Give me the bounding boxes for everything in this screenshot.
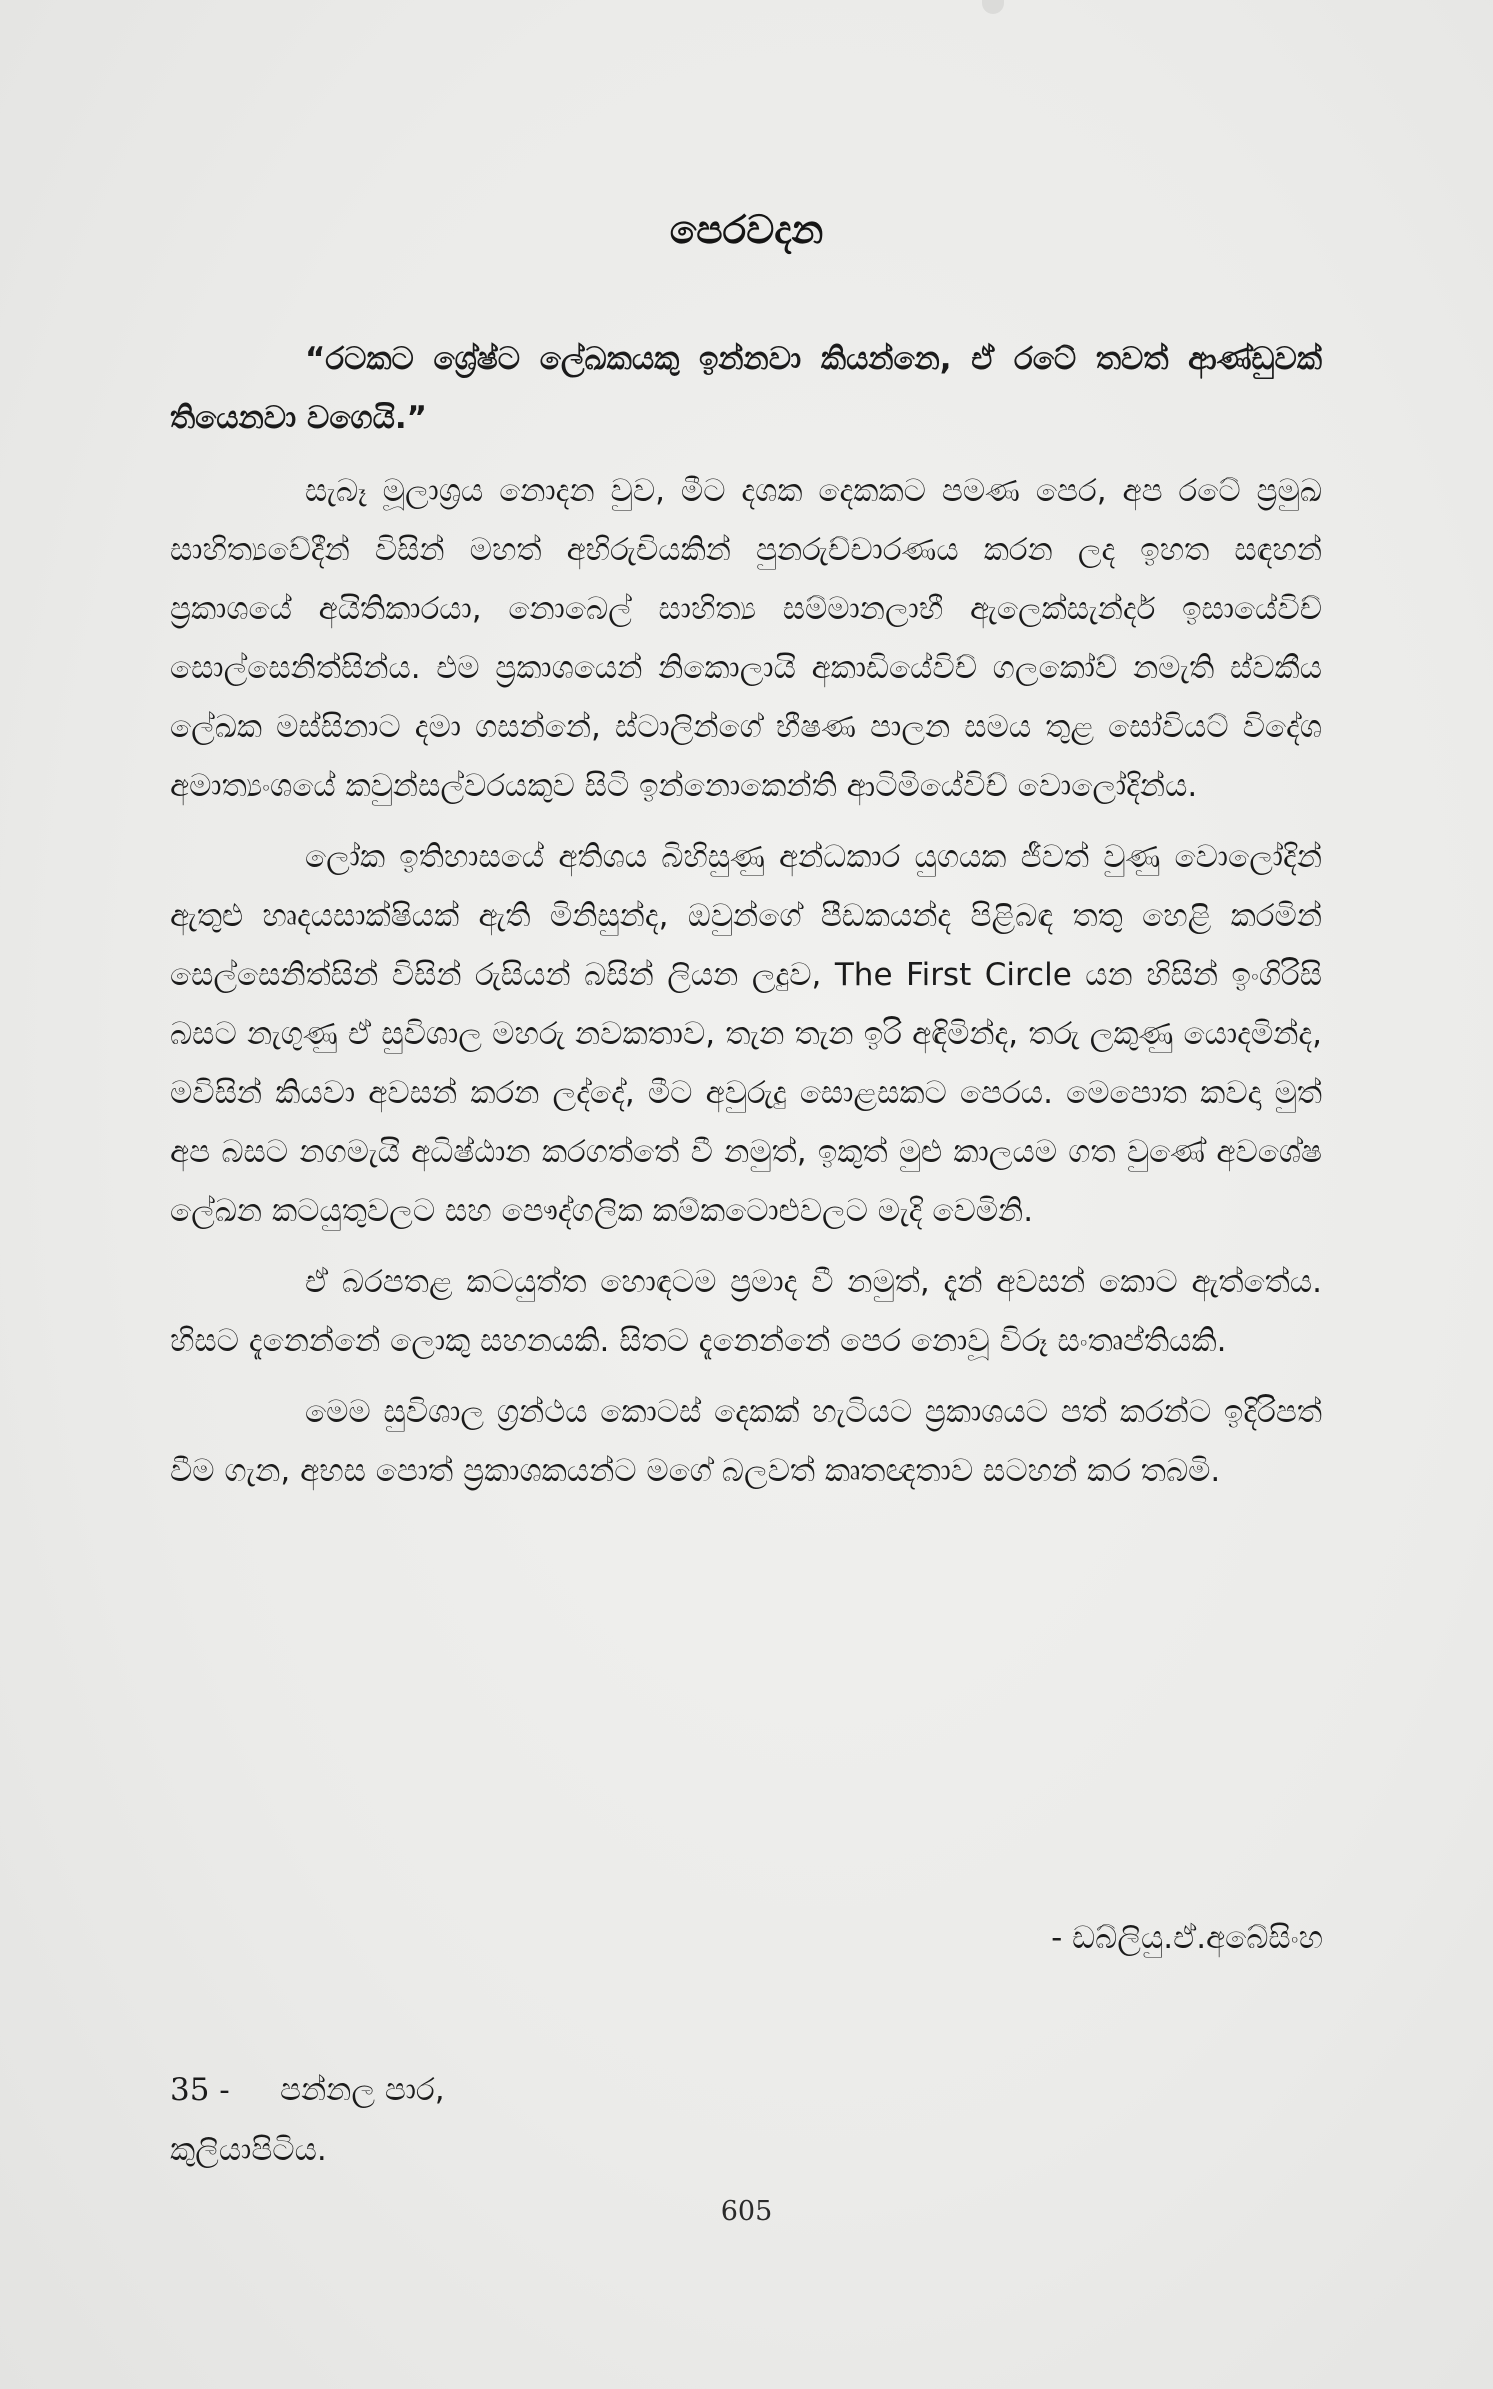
page-number: 605 (720, 2196, 773, 2227)
body-text (170, 330, 1322, 1501)
address-street: පන්නල පාර, (280, 2072, 445, 2108)
bleed-through-header (0, 142, 1493, 166)
paragraph-4: මෙම සුවිශාල ග්‍රන්ථය කොටස් දෙකක් හැටියට ප්‍රකාශයට පත් කරන්ට ඉදිරිපත් වීම ගැන, අභස පොත් ප්‍රකාශකයන්ට මගේ බලවත් කෘතඥතාව සටහන් කර තබමි. (170, 1394, 1322, 1489)
paragraph-3: ඒ බරපතළ කටයුත්ත හොඳටම ප්‍රමාද වී නමුත්, දැන් අවසන් කොට ඇත්තේය. හිසට දැනෙන්නේ ලොකු සහනයකි. සිතට දැනෙන්නේ පෙර නොවූ විරූ සංතෘප්තියකි. (170, 1264, 1322, 1359)
paragraph-2: ලෝක ඉතිහාසයේ අතිශය බිහිසුණු අන්ධකාර යුගයක ජීවත් වුණු වොලෝදින් ඇතුළු හෘදයසාක්ෂියක් ඇති මිනිසුන්ද, ඔවුන්ගේ පීඩකයන්ද පිළිබඳ තතු හෙළි කරමින් සෙල්සෙනිත්සින් විසින් රුසියන් බසින් ලියන ලදුව, The First Circle යන හිසින් ඉංගිරිසි බසට නැගුණු ඒ සුවිශාල මහරු නවකතාව, තැන තැන ඉරි අඳිමින්ද, තරු ලකුණු යොදමින්ද, මවිසින් කියවා අවසන් කරන ලද්දේ, මීට අවුරුදු සොළසකට පෙරය. මෙපොත කවදා මුත් අප බසට නගමැයි අධිෂ්ඨාන කරගත්තේ වී නමුත්, ඉකුත් මුළු කාලයම ගත වුණේ අවශේෂ ලේඛන කටයුතුවලට සහ පෞද්ගලික කම්කටොළුවලට මැදි වෙමිනි. (170, 839, 1322, 1229)
address-line-2: කුලියාපිටිය. (170, 2132, 327, 2168)
author-address (170, 2060, 445, 2180)
paragraph-1: සැබෑ මූලාශ්‍රය නොදන වුව, මීට දශක දෙකකට පමණ පෙර, අප රටේ ප්‍රමුඛ සාහිත්‍යවේදීන් විසින් මහත් අභිරුචියකින් පුනරුච්චාරණය කරන ලද ඉහත සඳහන් ප්‍රකාශයේ අයිතිකාරයා, නොබෙල් සාහිත්‍ය සම්මානලාභී ඇලෙක්සැන්දර් ඉසායේවිච් සොල්සෙනිත්සින්ය. එම ප්‍රකාශයෙන් නිකොලායි අකාඩියේවිච් ගලකෝව් නමැති ස්වකීය ලේඛක මස්සිනාට දමා ගසන්නේ, ස්ටාලින්ගේ භීෂණ පාලන සමය තුළ සෝවියට් විදේශ අමාත්‍යංශයේ කවුන්සල්වරයකුව සිටි ඉන්නොකෙන්ති ආටිමියේවිච් වොලෝදින්ය. (170, 473, 1322, 804)
page-title: පෙරවදන (669, 208, 824, 253)
bleed-through-mark (982, 0, 1004, 14)
author-signature: - ඩබ්ලියු.ඒ.අබේසිංහ (1051, 1920, 1323, 1956)
address-line-1 (170, 2060, 445, 2120)
address-number: 35 - (170, 2072, 230, 2108)
opening-quote: “රටකට ශ්‍රේෂ්ට ලේඛකයකු ඉන්නවා කියන්නෙ, ඒ රටේ තවත් ආණ්ඩුවක් තියෙනවා වගෙයි.” (170, 341, 1322, 436)
